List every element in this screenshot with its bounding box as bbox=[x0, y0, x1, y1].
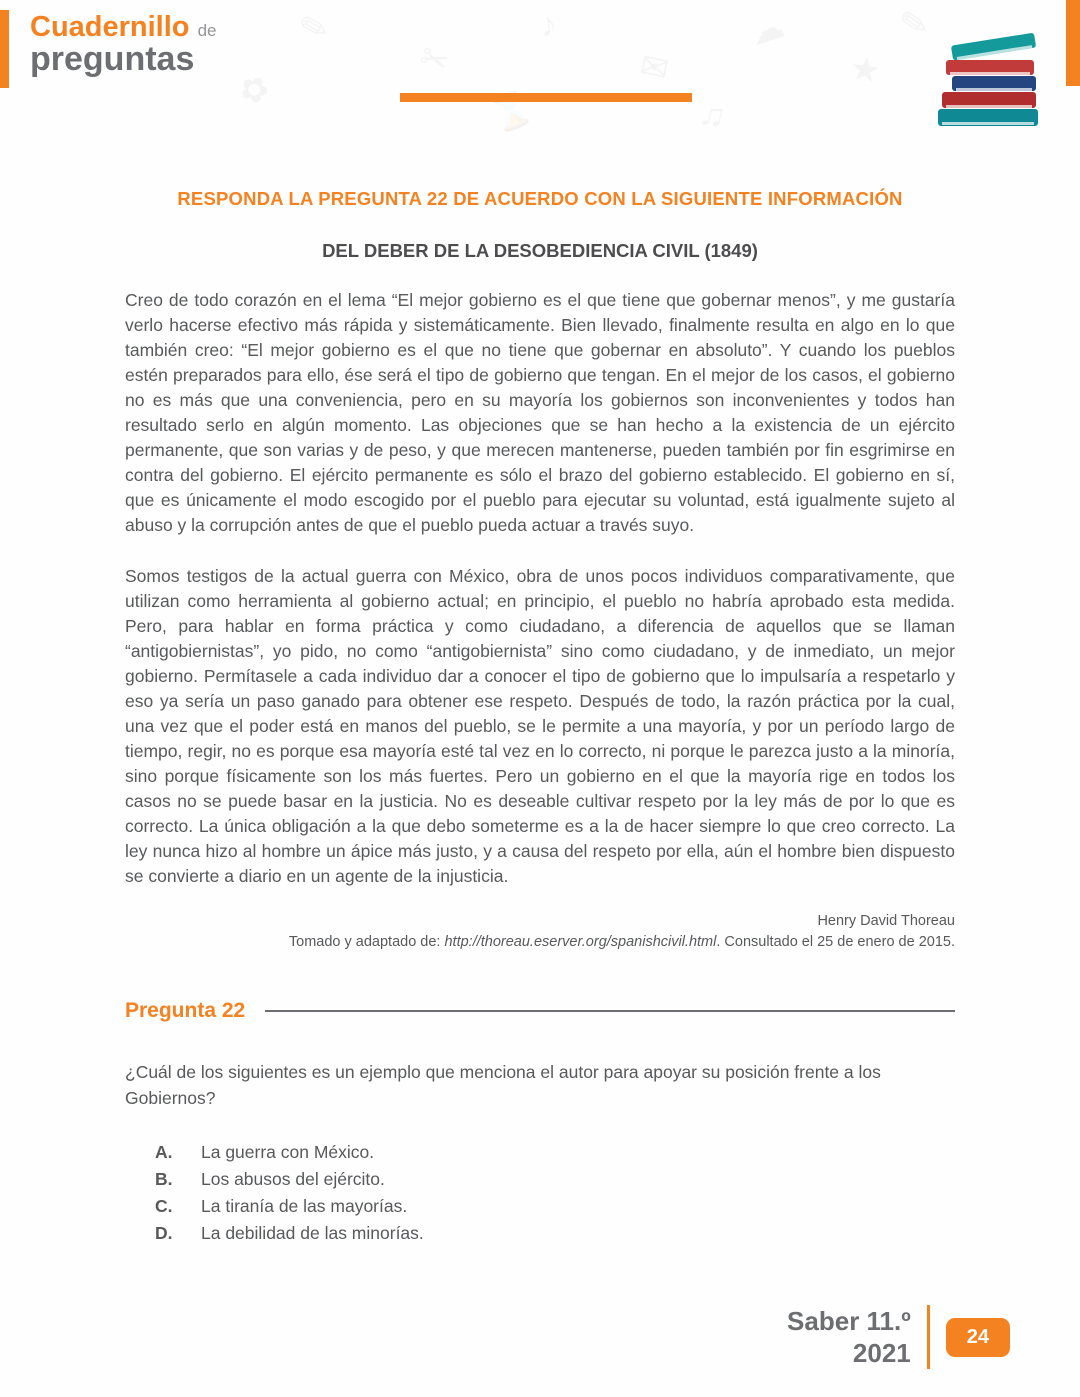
logo-word-preguntas: preguntas bbox=[30, 40, 195, 79]
option-c bbox=[155, 1193, 955, 1220]
footer-brand-line1: Saber 11.º bbox=[787, 1306, 911, 1336]
option-b bbox=[155, 1166, 955, 1193]
answer-options bbox=[155, 1139, 955, 1247]
footer-divider bbox=[927, 1305, 930, 1369]
option-c-letter: C. bbox=[155, 1196, 173, 1216]
logo-word-de: de bbox=[197, 21, 217, 40]
footer bbox=[787, 1305, 1010, 1369]
option-a-text: La guerra con México. bbox=[201, 1142, 375, 1162]
option-c-text: La tiranía de las mayorías. bbox=[201, 1196, 408, 1216]
source-prefix: Tomado y adaptado de: bbox=[288, 934, 445, 950]
passage-author: Henry David Thoreau bbox=[817, 913, 955, 929]
option-d bbox=[155, 1220, 955, 1247]
music-notes-icon: ♫ bbox=[695, 93, 730, 137]
envelope-icon: ✉ bbox=[636, 46, 673, 90]
footer-brand-line2: 2021 bbox=[852, 1338, 911, 1368]
question-text: ¿Cuál de los siguientes es un ejemplo que menciona el autor para apoyar su posición frente a los Gobiernos? bbox=[125, 1062, 881, 1108]
option-b-text: Los abusos del ejército. bbox=[201, 1169, 385, 1189]
attribution bbox=[125, 911, 955, 953]
passage-title: DEL DEBER DE LA DESOBEDIENCIA CIVIL (1849) bbox=[322, 240, 758, 261]
question-header bbox=[125, 999, 955, 1023]
star-icon: ★ bbox=[847, 49, 883, 91]
pencil-icon: ✎ bbox=[295, 5, 333, 51]
passage-source bbox=[125, 932, 955, 953]
music-note-icon: ♪ bbox=[537, 5, 560, 46]
question-label: Pregunta 22 bbox=[125, 999, 246, 1022]
passage-paragraph-2: Somos testigos de la actual guerra con México, obra de unos pocos individuos comparativamente, que utilizan como herramienta al gobierno actual; en principio, el pueblo no habría aprobado esta medida. Pero, para hablar en forma práctica y como ciudadano, a diferencia de aquellos que se llaman “antigobiernistas”, yo pido, no como “antigobiernista” sino como ciudadano, y de inmediato, un mejor gobierno. Permítasele a cada individuo dar a conocer el tipo de gobierno que lo impulsaría a respetarlo y eso ya sería un paso ganado para obtener ese respeto. Después de todo, la razón práctica por la cual, una vez que el poder está en manos del pueblo, se le permite a una mayoría, y por un período largo de tiempo, regir, no es porque esa mayoría esté tal vez en lo correcto, ni porque le parezca justo a la minoría, sino porque físicamente son los más fuertes. Pero un gobierno en el que la mayoría rige en todos los casos no se puede basar en la justicia. No es deseable cultivar respeto por la ley más de por lo que es correcto. La única obligación a la que debo someterme es a la de hacer siempre lo que creo correcto. La ley nunca hizo al hombre un ápice más justo, y a causa del respeto por ella, aún el hombre bien dispuesto se convierte a diario en un agente de la injusticia. bbox=[125, 566, 955, 886]
main-content bbox=[0, 188, 1080, 1247]
logo-word-cuadernillo: Cuadernillo bbox=[30, 11, 190, 43]
booklet-logo bbox=[30, 12, 217, 78]
books-illustration bbox=[926, 28, 1048, 137]
passage-paragraph-1: Creo de todo corazón en el lema “El mejor gobierno es el que tiene que gobernar menos”, y me gustaría verlo hacerse efectivo más rápida y sistemáticamente. Bien llevado, finalmente resulta en algo en lo que también creo: “El mejor gobierno es el que no tiene que gobernar en absoluto”. Y cuando los pueblos estén preparados para ello, ése será el tipo de gobierno que tengan. En el mejor de los casos, el gobierno no es más que una conveniencia, pero en su mayoría los gobiernos son inconvenientes y todos han resultado serlo en algún momento. Las objeciones que se han hecho a la existencia de un ejército permanente, que son varias y de peso, y que merecen mantenerse, pueden también por fin esgrimirse en contra del gobierno. El ejército permanente es sólo el brazo del gobierno establecido. El gobierno en sí, que es únicamente el modo escogido por el pueblo para ejecutar su voluntad, está igualmente sujeto al abuso y la corrupción antes de que el pueblo pueda actuar a través suyo. bbox=[125, 290, 955, 535]
instruction-title: RESPONDA LA PREGUNTA 22 DE ACUERDO CON LA SIGUIENTE INFORMACIÓN bbox=[177, 188, 903, 209]
hourglass-icon: ⌛ bbox=[484, 86, 538, 138]
option-a bbox=[155, 1139, 955, 1166]
page-number-badge: 24 bbox=[946, 1318, 1010, 1357]
footer-brand bbox=[787, 1305, 911, 1369]
source-suffix: . Consultado el 25 de enero de 2015. bbox=[716, 934, 955, 950]
header-divider-bar bbox=[400, 93, 692, 102]
source-url[interactable]: http://thoreau.eserver.org/spanishcivil.html bbox=[444, 934, 717, 950]
stacked-books-icon bbox=[926, 28, 1048, 132]
cloud-icon: ☁ bbox=[744, 6, 790, 54]
scissors-icon: ✂ bbox=[414, 37, 455, 83]
option-d-text: La debilidad de las minorías. bbox=[201, 1223, 424, 1243]
question-header-rule bbox=[265, 1010, 955, 1012]
option-b-letter: B. bbox=[155, 1169, 173, 1189]
option-d-letter: D. bbox=[155, 1223, 173, 1243]
option-a-letter: A. bbox=[155, 1142, 173, 1162]
pencil-icon: ✎ bbox=[896, 2, 932, 46]
header bbox=[0, 0, 1080, 150]
flower-icon: ✿ bbox=[233, 66, 276, 114]
logo-line1 bbox=[30, 12, 217, 42]
